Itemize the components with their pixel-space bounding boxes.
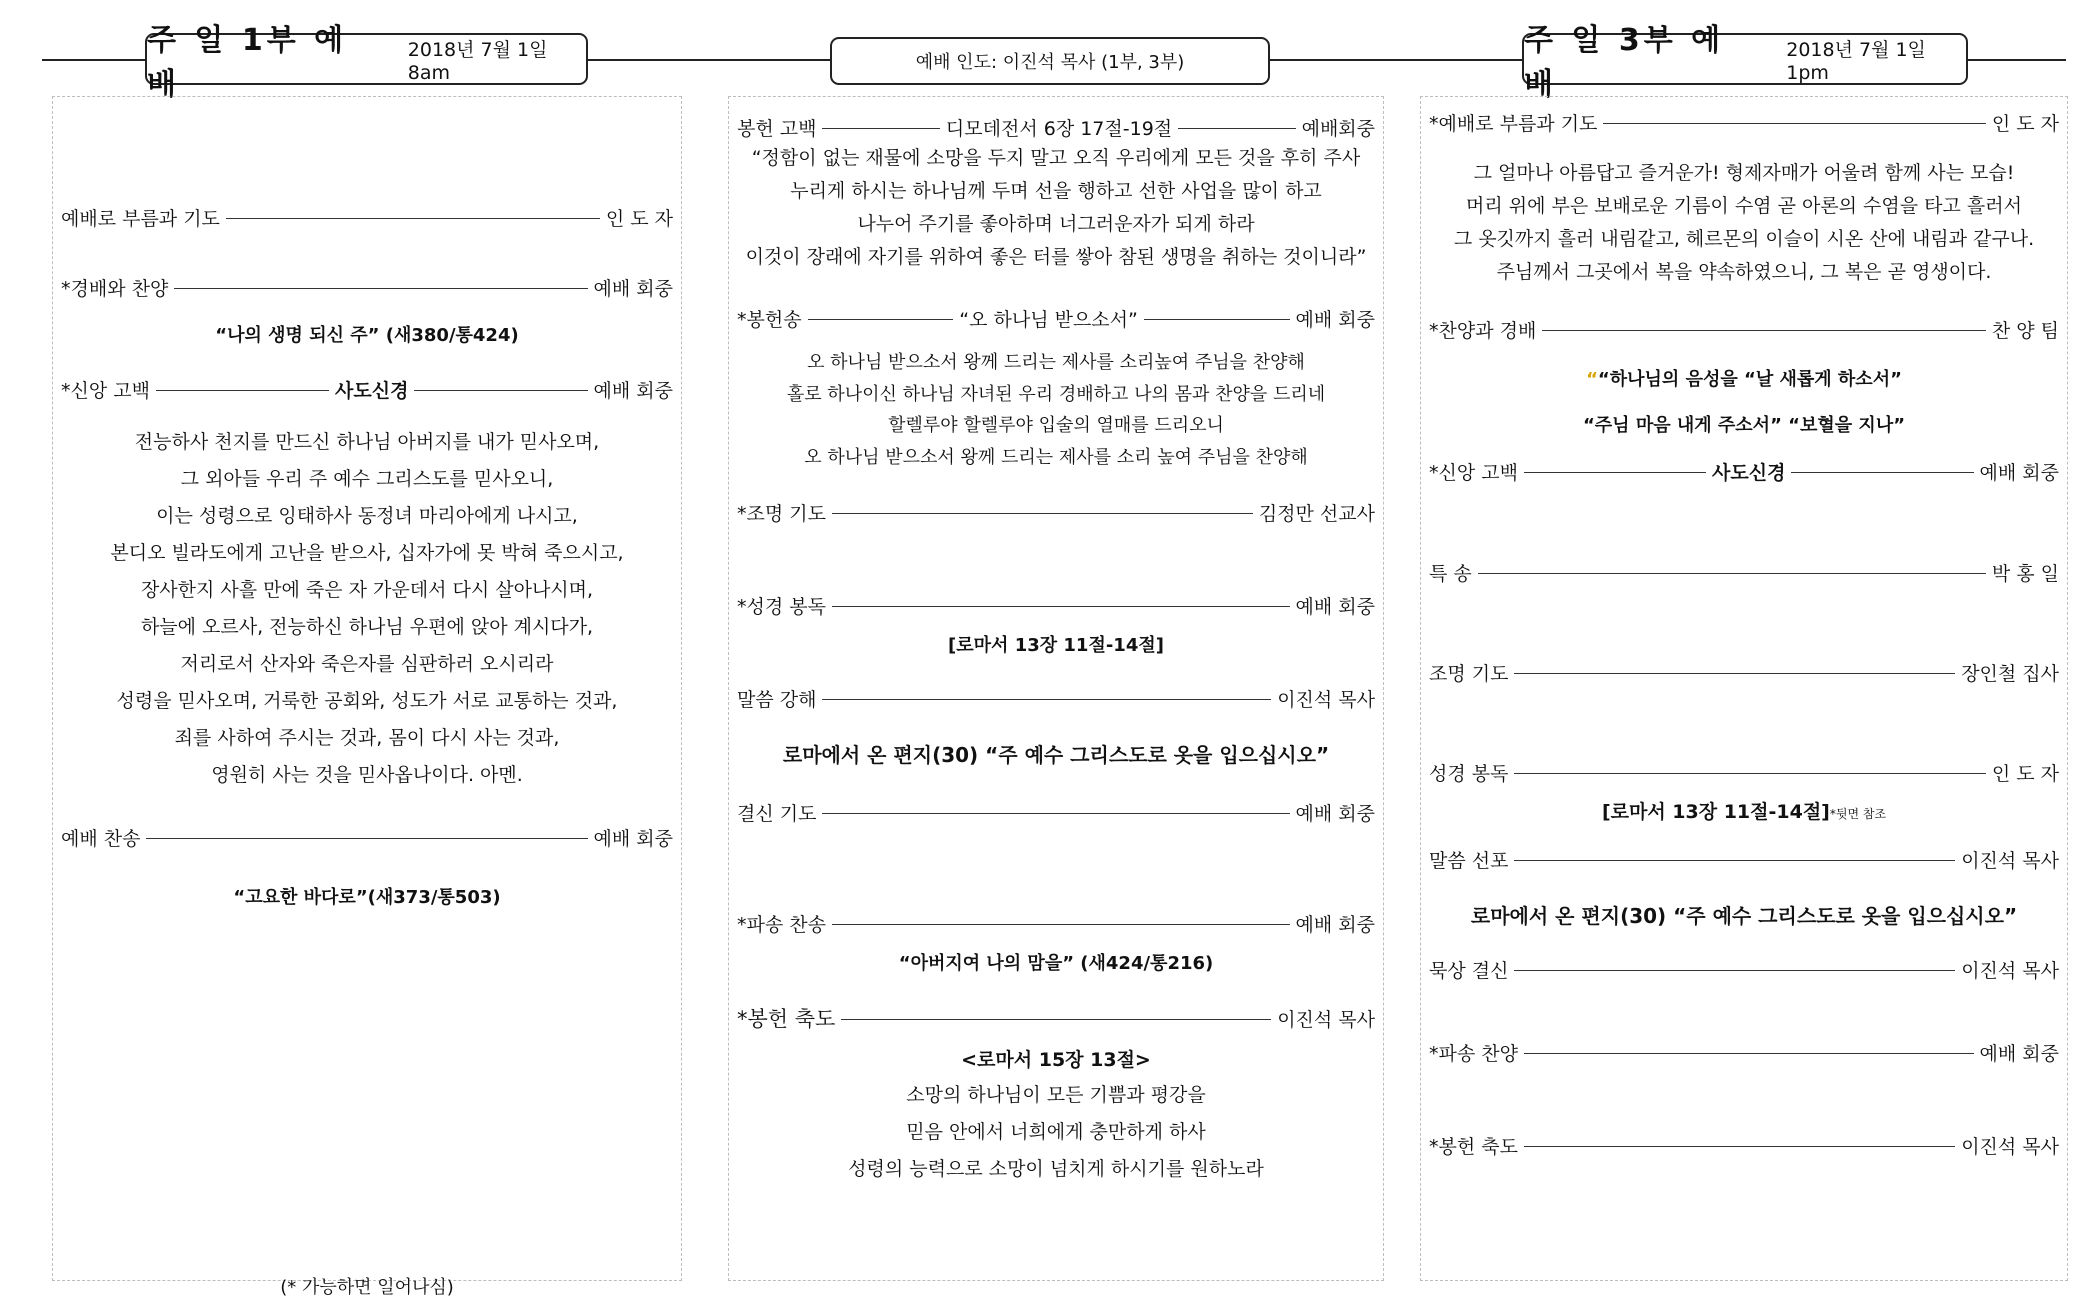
item-leader: 이진석 목사 (1961, 959, 2059, 982)
order-sending-hymn (737, 908, 1375, 938)
first-service-date: 2018년 7월 1일 8am (407, 38, 548, 84)
order-sending-song (1429, 1037, 2059, 1067)
order-offering-song (737, 303, 1375, 333)
order-hymn (61, 822, 673, 852)
order-creed (1429, 456, 2059, 486)
order-special-song (1429, 557, 2059, 587)
first-service-column (52, 96, 682, 1298)
item-leader: 이진석 목사 (1961, 1135, 2059, 1158)
creed-line: 본디오 빌라도에게 고난을 받으사, 십자가에 못 박혀 죽으시고, (110, 542, 624, 564)
header-rule-mid-right (1270, 59, 1522, 61)
sermon-title: 로마에서 온 편지(30) “주 예수 그리스도로 옷을 입으십시오” (782, 743, 1330, 767)
order-illumination-prayer (1429, 657, 2059, 687)
sermon-title: 로마에서 온 편지(30) “주 예수 그리스도로 옷을 입으십시오” (1470, 904, 2018, 928)
item-label: 예배 찬송 (61, 827, 141, 850)
see-back-note: *뒷면 참조 (1829, 807, 1887, 821)
offering-song-lyrics: 오 하나님 받으소서 왕께 드리는 제사를 소리높여 주님을 찬양해 홀로 하나이신 하나님 자녀된 우리 경배하고 나의 몸과 찬양을 드리네 할렐루야 할렐루야 입술의 열매를 드리오니 오 하나님 받으소서 왕께 드리는 제사를 소리 높여 주님을 찬양해 (786, 352, 1326, 468)
order-benediction (1429, 1130, 2059, 1160)
item-middle: 디모데전서 6장 17절-19절 (945, 117, 1173, 140)
item-leader: 예배 회중 (1979, 1042, 2059, 1065)
item-label: 말씀 선포 (1429, 849, 1509, 872)
item-label: *파송 찬양 (1429, 1042, 1518, 1065)
creed-line: 장사한지 사흘 만에 죽은 자 가운데서 다시 살아나시며, (140, 579, 594, 601)
benediction-reference: <로마서 15장 13절> (961, 1049, 1151, 1071)
order-benediction (737, 1003, 1375, 1033)
item-leader: 예배 회중 (593, 827, 673, 850)
creed-line: 저리로서 산자와 죽은자를 심판하러 오시리라 (180, 653, 554, 675)
item-leader: 인 도 자 (1991, 112, 2059, 135)
item-leader: 박 홍 일 (1991, 562, 2059, 585)
order-praise (1429, 314, 2059, 344)
order-call-to-worship (61, 202, 673, 232)
item-leader: 예배 회중 (1295, 802, 1375, 825)
item-label: *신앙 고백 (1429, 461, 1518, 484)
hymn-title: “아버지여 나의 맘을” (새424/통216) (898, 953, 1214, 974)
item-leader: 이진석 목사 (1277, 688, 1375, 711)
item-label: *찬양과 경배 (1429, 319, 1537, 342)
item-label: *경배와 찬양 (61, 277, 169, 300)
order-creed (61, 374, 673, 404)
hymn-title: “고요한 바다로”(새373/통503) (233, 887, 501, 908)
item-middle: 사도신경 (335, 379, 409, 402)
item-label: *봉헌 축도 (1429, 1135, 1518, 1158)
item-leader: 예배 회중 (593, 277, 673, 300)
standing-note: (* 가능하면 일어나심) (280, 1277, 454, 1298)
item-leader: 인 도 자 (1991, 762, 2059, 785)
order-of-service-column (728, 96, 1384, 1281)
item-label: 결신 기도 (737, 802, 817, 825)
benediction-text: 소망의 하나님이 모든 기쁨과 평강을 믿음 안에서 너희에게 충만하게 하사 성령의 능력으로 소망이 넘치게 하시기를 원하노라 (848, 1084, 1264, 1180)
apostles-creed-text (53, 424, 681, 794)
header-first-service (145, 23, 588, 102)
praise-songs-line1: ““하나님의 음성을 “날 새롭게 하소서” (1586, 369, 1902, 390)
item-leader: 김정만 선교사 (1258, 502, 1375, 525)
item-leader: 이진석 목사 (1961, 849, 2059, 872)
order-decision-prayer (737, 797, 1375, 827)
order-illumination-prayer (737, 497, 1375, 527)
header-rule-left-mid (588, 59, 830, 61)
item-label: *예배로 부름과 기도 (1429, 112, 1598, 135)
third-service-column (1420, 96, 2068, 1281)
item-leader: 예배회중 (1301, 117, 1376, 140)
scripture-reference: [로마서 13장 11절-14절]*뒷면 참조 (1601, 801, 1887, 823)
item-label: 특 송 (1429, 562, 1472, 585)
creed-line: 하늘에 오르사, 전능하신 하나님 우편에 앉아 계시다가, (140, 616, 594, 638)
creed-line: 그 외아들 우리 주 예수 그리스도를 믿사오니, (180, 468, 554, 490)
order-sermon (737, 683, 1375, 713)
order-call-to-worship (1429, 107, 2059, 137)
item-label: *조명 기도 (737, 502, 826, 525)
item-leader: 예배 회중 (1295, 595, 1375, 618)
item-leader: 예배 회중 (1979, 461, 2060, 484)
offering-scripture: “정함이 없는 재물에 소망을 두지 말고 오직 우리에게 모든 것을 후히 주사 누리게 하시는 하나님께 두며 선을 행하고 선한 사업을 많이 하고 나누어 주기를 좋아하며 너그러운자가 되게 하라 이것이 장래에 자기를 위하여 좋은 터를 쌓아 참된 생명을 취하는 것이니라” (745, 147, 1367, 268)
item-label: 묵상 결신 (1429, 959, 1509, 982)
creed-line: 성령을 믿사오며, 거룩한 공회와, 성도가 서로 교통하는 것과, (116, 690, 618, 712)
item-label: 조명 기도 (1429, 662, 1509, 685)
item-leader: 인 도 자 (605, 207, 673, 230)
scripture-reference: [로마서 13장 11절-14절] (948, 635, 1164, 656)
header-rule-right (1968, 59, 2066, 61)
creed-line: 이는 성령으로 잉태하사 동정녀 마리아에게 나시고, (156, 505, 578, 527)
item-leader: 찬 양 팀 (1991, 319, 2059, 342)
item-label: *봉헌송 (737, 308, 802, 331)
item-leader: 예배 회중 (1295, 913, 1375, 936)
item-leader: 예배 회중 (593, 379, 674, 402)
item-label: 봉헌 고백 (737, 117, 817, 140)
item-middle: 사도신경 (1712, 461, 1786, 484)
header-third-service (1522, 23, 1968, 102)
third-service-title: 주 일 3부 예 배 (1524, 23, 1725, 102)
first-service-title: 주 일 1부 예 배 (147, 23, 348, 102)
item-label: *파송 찬송 (737, 913, 826, 936)
header-worship-leader (830, 37, 1270, 85)
order-scripture-reading (1429, 757, 2059, 787)
praise-songs-line2: “주님 마음 내게 주소서” “보혈을 지나” (1582, 415, 1906, 436)
order-meditation-decision (1429, 954, 2059, 984)
order-offering-confession (737, 112, 1375, 142)
call-to-worship-text: 그 얼마나 아름답고 즐거운가! 형제자매가 어울려 함께 사는 모습! 머리 위에 부은 보배로운 기름이 수염 곧 아론의 수염을 타고 흘러서 그 옷깃까지 흘러 내림같고, 헤르몬의 이슬이 시온 산에 내림과 같구나. 주님께서 그곳에서 복을 약속하였으니, 그 복은 곧 영생이다. (1453, 162, 2035, 283)
item-middle: “오 하나님 받으소서” (959, 308, 1138, 331)
worship-leader-text: 예배 인도: 이진석 목사 (1부, 3부) (915, 52, 1185, 73)
creed-line: 전능하사 천지를 만드신 하나님 아버지를 내가 믿사오며, (134, 431, 600, 453)
item-label: *성경 봉독 (737, 595, 826, 618)
third-service-date: 2018년 7월 1일 1pm (1786, 38, 1926, 84)
item-label: *신앙 고백 (61, 379, 150, 402)
item-label: 예배로 부름과 기도 (61, 207, 220, 230)
item-label: 성경 봉독 (1429, 762, 1509, 785)
item-label: *봉헌 축도 (737, 1007, 836, 1031)
item-label: 말씀 강해 (737, 688, 817, 711)
item-leader: 예배 회중 (1295, 308, 1376, 331)
item-leader: 이진석 목사 (1277, 1008, 1375, 1031)
creed-line: 죄를 사하여 주시는 것과, 몸이 다시 사는 것과, (174, 727, 560, 749)
item-leader: 장인철 집사 (1961, 662, 2059, 685)
hymn-title: “나의 생명 되신 주” (새380/통424) (215, 325, 519, 346)
creed-line: 영원히 사는 것을 믿사옵나이다. 아멘. (211, 764, 523, 786)
header-rule-left (42, 59, 145, 61)
order-sermon (1429, 844, 2059, 874)
order-scripture-reading (737, 590, 1375, 620)
order-praise (61, 272, 673, 302)
